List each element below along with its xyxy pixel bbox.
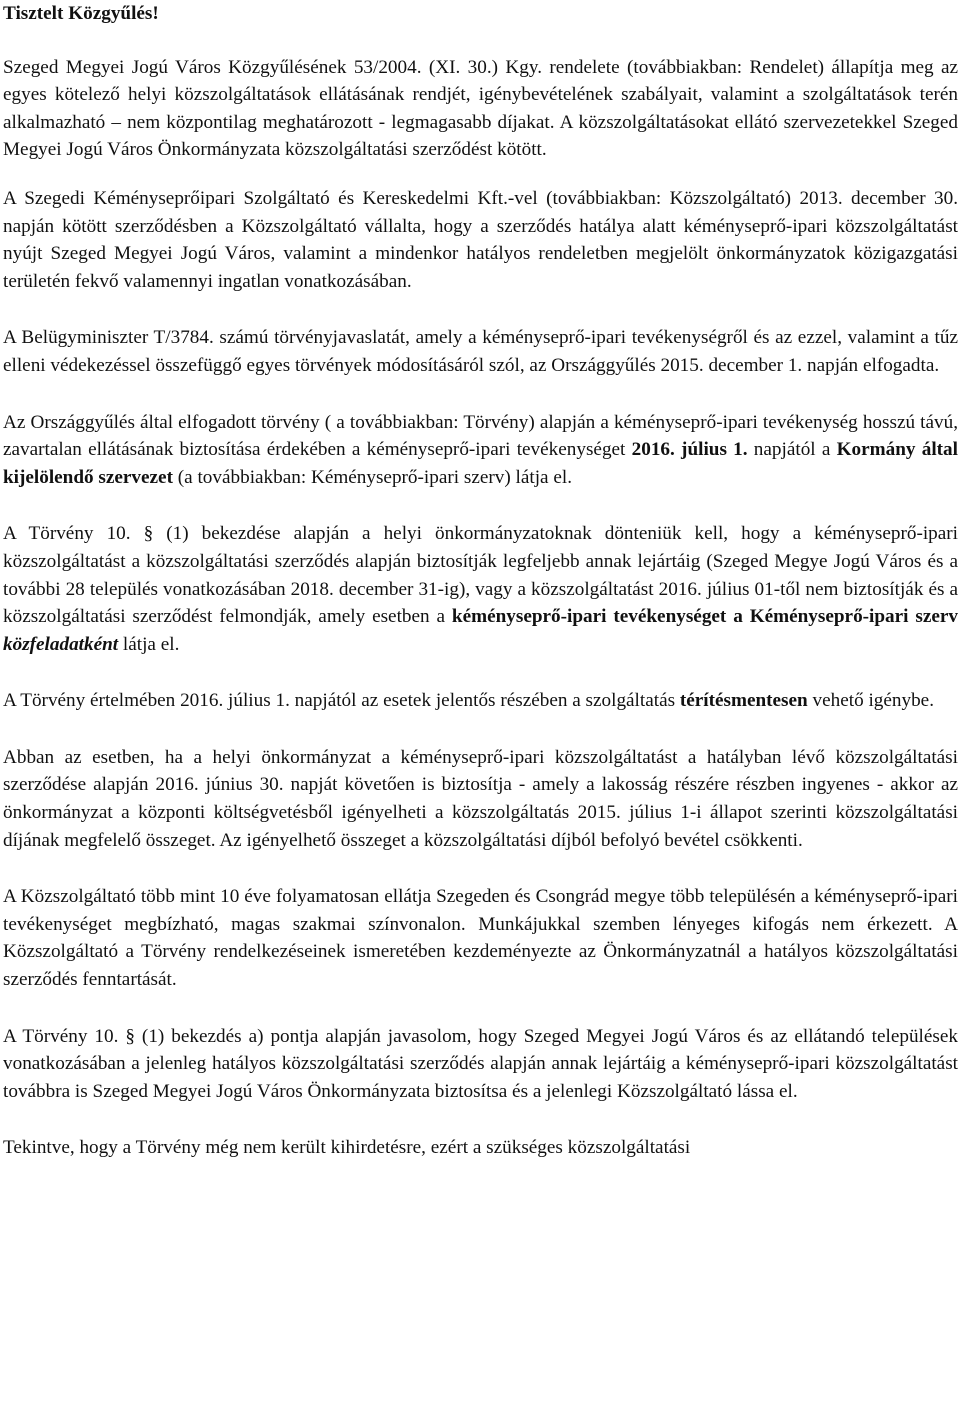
- document-page: [3, 0, 958, 1162]
- paragraph-section-10-text-3: látja el.: [118, 633, 180, 655]
- paragraph-free-text-1: A Törvény értelmében 2016. július 1. napjától az esetek jelentős részében a szolgáltatás: [3, 690, 680, 712]
- salutation: Tisztelt Közgyűlés!: [3, 3, 159, 24]
- paragraph-bill: A Belügyminiszter T/3784. számú törvényjavaslatát, amely a kéményseprő-ipari tevékenységről és az ezzel, valamint a tűz elleni védekezéssel összefüggő egyes törvények módosításáról szól, az Országgyűlés 2015. december 1. napján elfogadta.: [3, 327, 958, 376]
- government-organ-bold: Kormány által kijelölendő szervezet: [3, 439, 958, 488]
- free-of-charge-bold: térítésmentesen: [679, 690, 808, 712]
- paragraph-law-text-2: napjától a: [747, 439, 837, 461]
- date-bold: 2016. július 1.: [631, 439, 748, 461]
- paragraph-funding: Abban az esetben, ha a helyi önkormányzat a kéményseprő-ipari közszolgáltatást a hatályban lévő közszolgáltatási szerződése alapján 2016. június 30. napját követően is biztosítja - amely a lakosság részére részben ingyenes - akkor az önkormányzat a központi költségvetésből igényelheti a közszolgáltatás 2015. július 1-i állapot szerinti közszolgáltatási díjának megfelelő összeget. Az igényelhető összeget a közszolgáltatási díjból befolyó bevétel csökkenti.: [3, 746, 958, 851]
- chimney-activity-bold: kéményseprő-ipari tevékenységet a Kéményseprő-ipari szerv: [451, 606, 958, 628]
- paragraph-law-text-1: Az Országgyűlés által elfogadott törvény ( a továbbiakban: Törvény) alapján a kéményseprő-ipari tevékenység hosszú távú, zavartalan ellátásának biztosítása érdekében a kéményseprő-ipari tevékenységet: [3, 411, 958, 461]
- paragraph-law: [3, 409, 958, 492]
- public-task-bold-italic: közfeladatként: [3, 633, 119, 655]
- paragraph-contract: A Szegedi Kéményseprőipari Szolgáltató és Kereskedelmi Kft.-vel (továbbiakban: Közszolgáltató) 2013. december 30. napján kötött szerződésben a Közszolgáltató vállalta, hogy a szerződés hatálya alatt kéményseprő-ipari közszolgáltatást nyújt Szeged Megyei Jogú Város, valamint a mindenkor hatályos rendeletben megjelölt önkormányzatok közigazgatási területén fekvő valamennyi ingatlan vonatkozásában.: [3, 187, 958, 292]
- paragraph-section-10: [3, 520, 958, 658]
- paragraph-section-10-text-1: A Törvény 10. § (1) bekezdése alapján a helyi önkormányzatoknak dönteniük kell, hogy a kéményseprő-ipari közszolgáltatást a közszolgáltatási szerződés alapján biztosítják legfeljebb annak lejártáig (Szeged Megye Jogú Város és a további 28 település vonatkozásában 2018. december 31-ig), vagy a közszolgáltatást 2016. július 01-től nem biztosítják és a közszolgáltatási szerződést felmondják, amely esetben a: [3, 523, 958, 628]
- paragraph-regulation: Szeged Megyei Jogú Város Közgyűlésének 53/2004. (XI. 30.) Kgy. rendelete (továbbiakban: Rendelet) állapítja meg az egyes kötelező helyi közszolgáltatások ellátásának rendjét, igénybevételének szabályait, valamint a szolgáltatások terén alkalmazható – nem központilag meghatározott - legmagasabb díjakat. A közszolgáltatásokat ellátó szervezetekkel Szeged Megyei Jogú Város Önkormányzata közszolgáltatási szerződést kötött.: [3, 56, 958, 161]
- paragraph-conclusion: Tekintve, hogy a Törvény még nem került kihirdetésre, ezért a szükséges közszolgáltatási: [3, 1137, 691, 1159]
- paragraph-free-of-charge: [3, 687, 958, 715]
- paragraph-law-text-3: (a továbbiakban: Kéményseprő-ipari szerv) látja el.: [172, 466, 573, 488]
- paragraph-proposal: A Törvény 10. § (1) bekezdés a) pontja alapján javasolom, hogy Szeged Megyei Jogú Város és az ellátandó települések vonatkozásában a jelenleg hatályos közszolgáltatási szerződés alapján annak lejártáig a kéményseprő-ipari közszolgáltatást továbbra is Szeged Megyei Jogú Város Önkormányzata biztosítsa és a jelenlegi Közszolgáltató lássa el.: [3, 1025, 958, 1102]
- paragraph-free-text-2: vehető igénybe.: [807, 690, 934, 712]
- paragraph-provider: A Közszolgáltató több mint 10 éve folyamatosan ellátja Szegeden és Csongrád megye több településén a kéményseprő-ipari tevékenységet megbízható, magas szakmai színvonalon. Munkájukkal szemben lényeges kifogás nem érkezett. A Közszolgáltató a Törvény rendelkezéseinek ismeretében kezdeményezte az Önkormányzatnál a hatályos közszolgáltatási szerződés fenntartását.: [3, 886, 958, 991]
